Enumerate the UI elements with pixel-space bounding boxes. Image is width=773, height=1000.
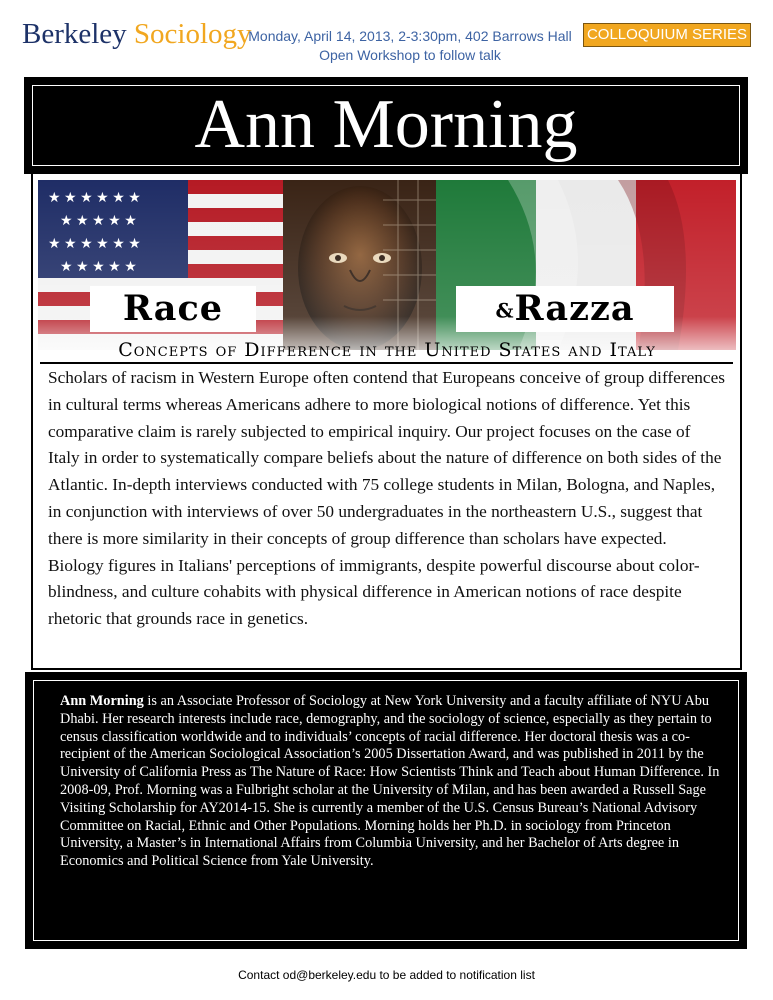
ampersand: & (495, 298, 515, 323)
bio-paragraph (60, 693, 725, 871)
bio-name: Ann Morning (60, 693, 144, 709)
abstract-text: Scholars of racism in Western Europe often contend that Europeans conceive of group differences in cultural terms whereas Americans adhere to more biological notions of difference. Yet this comparative claim is rarely subjected to empirical inquiry. Our project focuses on the case of Italy in order to systematically compare beliefs about the nature of difference on both sides of the Atlantic. In-depth interviews conducted with 75 college students in Milan, Bologna, and Naples, in conjunction with interviews of over 50 undergraduates in the northeastern U.S., suggest that there is more similarity in their concepts of group difference than scholars have expected. Biology figures in Italians' perceptions of immigrants, despite powerful discourse about color-blindness, and culture cohabits with physical difference in American notions of race despite rhetoric that grounds race in genetics. (48, 368, 725, 629)
logo-sociology: Sociology (133, 18, 252, 50)
event-date-location: Monday, April 14, 2013, 2-3:30pm, 402 Barrows Hall (248, 28, 572, 44)
event-workshop-note: Open Workshop to follow talk (319, 47, 501, 63)
bio-box (25, 672, 747, 949)
contact-note: Contact od@berkeley.edu to be added to notification list (238, 968, 535, 982)
razza-word (456, 286, 674, 332)
banner-subtitle: Concepts of Difference in the United States and Italy (118, 339, 656, 361)
bio-text: is an Associate Professor of Sociology at New York University and a faculty affiliate of NYU Abu Dhabi. Her research interests include race, demography, and the sociology of science, especially as they pertain to census classification worldwide and to individuals’ concepts of racial difference. Her doctoral thesis was a co-recipient of the American Sociological Association’s 2005 Dissertation Award, and was published in 2011 by the University of California Press as The Nature of Race: How Scientists Think and Teach about Human Difference. In 2008-09, Prof. Morning was a Fulbright scholar at the University of Milan, and has been awarded a Russell Sage Visiting Scholarship for AY2014-15. She is currently a member of the U.S. Census Bureau’s National Advisory Committee on Racial, Ethnic and Other Populations. Morning holds her Ph.D. in sociology from Princeton University, a Master’s in International Affairs from Columbia University, and her Bachelor of Arts degree in Economics and Political Science from Yale University. (60, 693, 720, 870)
berkeley-sociology-logo (22, 18, 252, 51)
banner-image (38, 180, 736, 362)
colloquium-series-badge: COLLOQUIUM SERIES (583, 23, 751, 47)
race-razza-banner (38, 180, 736, 362)
race-word: Race (90, 286, 256, 332)
razza-text: Razza (514, 288, 635, 329)
speaker-title-box (25, 78, 747, 173)
event-details (245, 27, 575, 65)
speaker-name: Ann Morning (194, 86, 578, 163)
banner-divider (40, 362, 733, 364)
logo-berkeley: Berkeley (22, 18, 127, 50)
